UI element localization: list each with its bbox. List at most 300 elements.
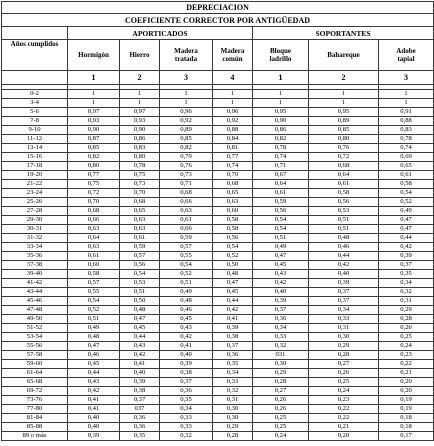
cell-bahareque: 0,64 — [309, 171, 379, 180]
cell-hormigon: 0,87 — [68, 135, 120, 144]
cell-madera-tratada: 0,66 — [160, 198, 213, 207]
cell-bloque-ladrillo: 0,86 — [253, 126, 309, 135]
table-row — [2, 108, 434, 117]
cell-age: 59-60 — [2, 360, 68, 369]
cell-madera-tratada: 0,73 — [160, 171, 213, 180]
cell-age: 55-56 — [2, 342, 68, 351]
cell-hierro: 0,45 — [120, 324, 160, 333]
cell-bloque-ladrillo: 0,67 — [253, 171, 309, 180]
cell-hierro: 0,63 — [120, 225, 160, 234]
table-row — [2, 414, 434, 423]
cell-hormigon: 0,66 — [68, 216, 120, 225]
cell-madera-tratada: 0,57 — [160, 243, 213, 252]
cell-adobe-tapial: 0,34 — [379, 279, 434, 288]
cell-madera-tratada: 1 — [160, 90, 213, 99]
cell-bloque-ladrillo: 0,59 — [253, 198, 309, 207]
col-header-madera-tratada — [160, 40, 213, 71]
cell-hormigon: 0,90 — [68, 126, 120, 135]
cell-hormigon: 0,70 — [68, 198, 120, 207]
cell-bloque-ladrillo: 0,82 — [253, 135, 309, 144]
cell-adobe-tapial: 0,31 — [379, 297, 434, 306]
cell-bloque-ladrillo: 0,33 — [253, 333, 309, 342]
cell-hierro: 0,63 — [120, 216, 160, 225]
cell-age: 45-46 — [2, 297, 68, 306]
cell-age: 57-58 — [2, 351, 68, 360]
cell-madera-tratada: 0,49 — [160, 288, 213, 297]
cell-hormigon: 0,80 — [68, 162, 120, 171]
cell-adobe-tapial: 0,18 — [379, 423, 434, 432]
col-header-hormigon: Hormigón — [68, 40, 120, 71]
cell-age: 9-10 — [2, 126, 68, 135]
cell-madera-tratada: 0,34 — [160, 405, 213, 414]
cell-madera-comun: 0,38 — [213, 333, 253, 342]
code-cell: 4 — [213, 71, 253, 85]
table-row — [2, 315, 434, 324]
cell-bloque-ladrillo: 0,90 — [253, 117, 309, 126]
cell-madera-tratada: 0,48 — [160, 297, 213, 306]
cell-hormigon: 0,47 — [68, 342, 120, 351]
cell-age: 41-42 — [2, 279, 68, 288]
cell-madera-comun: 0,92 — [213, 117, 253, 126]
col-header-bahareque: Bahareque — [309, 40, 379, 71]
cell-adobe-tapial: 0,21 — [379, 369, 434, 378]
table-row — [2, 279, 434, 288]
cell-adobe-tapial: 0,78 — [379, 135, 434, 144]
cell-hierro: 0,65 — [120, 207, 160, 216]
cell-hormigon: 0,63 — [68, 225, 120, 234]
cell-hierro: 1 — [120, 99, 160, 108]
cell-madera-tratada: 0,85 — [160, 135, 213, 144]
table-title: DEPRECIACION — [2, 2, 434, 14]
table-row — [2, 117, 434, 126]
cell-age: 5-6 — [2, 108, 68, 117]
cell-adobe-tapial: 0,47 — [379, 216, 434, 225]
cell-age: 73-76 — [2, 396, 68, 405]
cell-bloque-ladrillo: 0,42 — [253, 279, 309, 288]
cell-hierro: 1 — [120, 90, 160, 99]
cell-madera-comun: 0,33 — [213, 378, 253, 387]
table-row — [2, 369, 434, 378]
cell-madera-comun: 0,52 — [213, 252, 253, 261]
cell-hormigon: 0,51 — [68, 315, 120, 324]
cell-madera-tratada: 0,33 — [160, 423, 213, 432]
cell-hierro: 0,36 — [120, 414, 160, 423]
cell-adobe-tapial: 0,42 — [379, 243, 434, 252]
cell-madera-comun: 0,65 — [213, 189, 253, 198]
cell-age: 49-50 — [2, 315, 68, 324]
cell-hormigon: 0,48 — [68, 333, 120, 342]
cell-bloque-ladrillo: 1 — [253, 99, 309, 108]
cell-age: 30-31 — [2, 225, 68, 234]
cell-hormigon: 1 — [68, 99, 120, 108]
table-subtitle: COEFICIENTE CORRECTOR POR ANTIGÜEDAD — [2, 14, 434, 27]
cell-madera-comun: 0,32 — [213, 387, 253, 396]
cell-madera-comun: 0,29 — [213, 423, 253, 432]
cell-bloque-ladrillo: 0,64 — [253, 180, 309, 189]
cell-bahareque: 0,25 — [309, 378, 379, 387]
cell-bahareque: 0,48 — [309, 234, 379, 243]
cell-hormigon: 0,93 — [68, 117, 120, 126]
cell-madera-tratada: 0,59 — [160, 234, 213, 243]
cell-age: 65-68 — [2, 378, 68, 387]
table-row — [2, 180, 434, 189]
cell-hormigon: 0,75 — [68, 180, 120, 189]
cell-adobe-tapial: 0,18 — [379, 414, 434, 423]
table-row — [2, 342, 434, 351]
cell-adobe-tapial: 0,49 — [379, 207, 434, 216]
cell-madera-tratada: 0,89 — [160, 126, 213, 135]
cell-madera-tratada: 0,54 — [160, 261, 213, 270]
cell-hierro: 0,37 — [120, 396, 160, 405]
cell-adobe-tapial: 0,35 — [379, 270, 434, 279]
cell-bloque-ladrillo: 0,71 — [253, 162, 309, 171]
cell-hormigon: 0,97 — [68, 108, 120, 117]
cell-hormigon: 0,54 — [68, 297, 120, 306]
cell-madera-comun: 0,28 — [213, 432, 253, 441]
cell-madera-tratada: 0,55 — [160, 252, 213, 261]
cell-madera-comun: 0,45 — [213, 288, 253, 297]
cell-madera-comun: 0,68 — [213, 180, 253, 189]
table-row — [2, 333, 434, 342]
cell-madera-tratada: 0,41 — [160, 342, 213, 351]
cell-hierro: 0,97 — [120, 108, 160, 117]
cell-madera-comun: 0,47 — [213, 279, 253, 288]
cell-bloque-ladrillo: 0,61 — [253, 189, 309, 198]
cell-bahareque: 1 — [309, 99, 379, 108]
cell-bahareque: 0,22 — [309, 414, 379, 423]
cell-bahareque: 0,29 — [309, 342, 379, 351]
table-row — [2, 432, 434, 441]
cell-bahareque: 0,23 — [309, 396, 379, 405]
cell-hierro: 0,68 — [120, 198, 160, 207]
table-row — [2, 144, 434, 153]
col-header-age: Años cumplidos — [2, 40, 68, 71]
cell-age: 89 o más — [2, 432, 68, 441]
cell-madera-tratada: 0,38 — [160, 369, 213, 378]
col-header-adobe-tapial-line2: tapial — [397, 55, 415, 63]
cell-hierro: 0,44 — [120, 333, 160, 342]
col-header-adobe-tapial-line1: Adobe — [396, 47, 416, 55]
depreciation-table — [1, 1, 434, 441]
cell-age: 31-32 — [2, 234, 68, 243]
cell-madera-comun: 0,30 — [213, 405, 253, 414]
cell-madera-tratada: 0,32 — [160, 432, 213, 441]
col-header-bloque-ladrillo-line1: Bloque — [269, 47, 291, 55]
col-header-hierro: Hierro — [120, 40, 160, 71]
table-row — [2, 153, 434, 162]
cell-madera-comun: 0,70 — [213, 171, 253, 180]
cell-madera-tratada: 0,46 — [160, 306, 213, 315]
cell-hierro: 0,61 — [120, 234, 160, 243]
cell-hierro: 0,59 — [120, 243, 160, 252]
cell-bloque-ladrillo: 0,29 — [253, 369, 309, 378]
cell-age: 11-12 — [2, 135, 68, 144]
cell-bloque-ladrillo: 0,30 — [253, 360, 309, 369]
cell-hierro: 0,75 — [120, 171, 160, 180]
cell-bloque-ladrillo: 0,95 — [253, 108, 309, 117]
cell-hierro: 0,83 — [120, 144, 160, 153]
cell-age: 43-44 — [2, 288, 68, 297]
cell-bahareque: 0,22 — [309, 405, 379, 414]
cell-bahareque: 0,26 — [309, 369, 379, 378]
code-spacer — [2, 71, 68, 85]
cell-bloque-ladrillo: 0,43 — [253, 270, 309, 279]
cell-hierro: 0,57 — [120, 252, 160, 261]
col-header-madera-comun-line2: común — [222, 55, 243, 63]
cell-hierro: 0,48 — [120, 306, 160, 315]
cell-madera-comun: 0,63 — [213, 198, 253, 207]
cell-hierro: 0,38 — [120, 387, 160, 396]
cell-madera-comun: 0,81 — [213, 144, 253, 153]
cell-bloque-ladrillo: 0,54 — [253, 225, 309, 234]
cell-bahareque: 0,27 — [309, 360, 379, 369]
cell-madera-tratada: 0,96 — [160, 108, 213, 117]
cell-adobe-tapial: 0,20 — [379, 387, 434, 396]
cell-adobe-tapial: 0,32 — [379, 288, 434, 297]
cell-hormigon: 0,68 — [68, 207, 120, 216]
cell-adobe-tapial: 0,88 — [379, 117, 434, 126]
cell-bloque-ladrillo: 0,34 — [253, 324, 309, 333]
cell-adobe-tapial: 0,58 — [379, 180, 434, 189]
table-row — [2, 270, 434, 279]
table-row — [2, 126, 434, 135]
table-row — [2, 252, 434, 261]
cell-bloque-ladrillo: 0,25 — [253, 414, 309, 423]
cell-bahareque: 0,42 — [309, 261, 379, 270]
cell-adobe-tapial: 0,83 — [379, 126, 434, 135]
cell-age: 39-40 — [2, 270, 68, 279]
cell-hierro: 0,70 — [120, 189, 160, 198]
cell-adobe-tapial: 0,19 — [379, 396, 434, 405]
cell-age: 47-48 — [2, 306, 68, 315]
cell-bahareque: 0,20 — [309, 432, 379, 441]
cell-hierro: 0,42 — [120, 351, 160, 360]
cell-madera-comun: 0,60 — [213, 207, 253, 216]
cell-age: 17-18 — [2, 162, 68, 171]
code-cell: 2 — [120, 71, 160, 85]
table-row — [2, 288, 434, 297]
cell-hierro: 0,40 — [120, 369, 160, 378]
cell-hormigon: 0,61 — [68, 252, 120, 261]
cell-age: 13-14 — [2, 144, 68, 153]
cell-adobe-tapial: 0,61 — [379, 171, 434, 180]
cell-hierro: 0,73 — [120, 180, 160, 189]
cell-madera-tratada: 0,51 — [160, 279, 213, 288]
cell-age: 25-26 — [2, 198, 68, 207]
table-row — [2, 162, 434, 171]
table-row — [2, 378, 434, 387]
cell-bahareque: 0,46 — [309, 243, 379, 252]
cell-hierro: 0,93 — [120, 117, 160, 126]
table-row — [2, 171, 434, 180]
cell-adobe-tapial: 0,17 — [379, 432, 434, 441]
group-soportantes: SOPORTANTES — [253, 27, 434, 40]
cell-hierro: 0,54 — [120, 270, 160, 279]
cell-madera-tratada: 0,43 — [160, 324, 213, 333]
cell-adobe-tapial: 0,69 — [379, 153, 434, 162]
cell-adobe-tapial: 0,47 — [379, 225, 434, 234]
cell-madera-comun: 0,58 — [213, 225, 253, 234]
code-cell: 3 — [160, 71, 213, 85]
cell-madera-comun: 0,44 — [213, 297, 253, 306]
cell-hierro: 0,36 — [120, 423, 160, 432]
cell-madera-comun: 0,35 — [213, 360, 253, 369]
cell-hierro: 037 — [120, 405, 160, 414]
code-cell: 2 — [309, 71, 379, 85]
cell-adobe-tapial: 1 — [379, 99, 434, 108]
cell-bloque-ladrillo: 0,28 — [253, 378, 309, 387]
cell-bloque-ladrillo: 031 — [253, 351, 309, 360]
col-header-madera-tratada-line1: Madera — [174, 47, 198, 55]
cell-adobe-tapial: 0,26 — [379, 324, 434, 333]
cell-age: 33-34 — [2, 243, 68, 252]
cell-madera-tratada: 0,36 — [160, 387, 213, 396]
cell-madera-comun: 0,39 — [213, 324, 253, 333]
cell-hormigon: 0,57 — [68, 279, 120, 288]
cell-age: 77-80 — [2, 405, 68, 414]
cell-hormigon: 1 — [68, 90, 120, 99]
cell-bahareque: 0,51 — [309, 216, 379, 225]
cell-hormigon: 0,63 — [68, 243, 120, 252]
cell-madera-tratada: 0,39 — [160, 360, 213, 369]
cell-bloque-ladrillo: 0,74 — [253, 153, 309, 162]
cell-madera-comun: 1 — [213, 99, 253, 108]
cell-bloque-ladrillo: 0,49 — [253, 243, 309, 252]
cell-bahareque: 0,80 — [309, 135, 379, 144]
cell-bahareque: 0,28 — [309, 351, 379, 360]
table-row — [2, 225, 434, 234]
cell-madera-comun: 0,88 — [213, 126, 253, 135]
cell-age: 0-2 — [2, 90, 68, 99]
cell-age: 81-84 — [2, 414, 68, 423]
cell-bloque-ladrillo: 0,40 — [253, 288, 309, 297]
cell-madera-comun: 0,34 — [213, 369, 253, 378]
cell-adobe-tapial: 0,39 — [379, 252, 434, 261]
cell-bloque-ladrillo: 0,37 — [253, 306, 309, 315]
cell-madera-tratada: 0,35 — [160, 396, 213, 405]
cell-bahareque: 0,53 — [309, 207, 379, 216]
table-row — [2, 306, 434, 315]
cell-bahareque: 0,37 — [309, 288, 379, 297]
cell-bloque-ladrillo: 0,24 — [253, 432, 309, 441]
cell-madera-comun: 1 — [213, 90, 253, 99]
cell-hierro: 0,51 — [120, 288, 160, 297]
col-header-bloque-ladrillo-line2: ladrillo — [269, 55, 292, 63]
cell-madera-tratada: 0,42 — [160, 333, 213, 342]
cell-bloque-ladrillo: 0,27 — [253, 387, 309, 396]
cell-hierro: 0,43 — [120, 342, 160, 351]
cell-madera-comun: 0,74 — [213, 162, 253, 171]
cell-bahareque: 0,95 — [309, 108, 379, 117]
cell-hormigon: 0,64 — [68, 234, 120, 243]
table-row — [2, 243, 434, 252]
col-header-madera-tratada-line2: tratada — [174, 55, 198, 63]
cell-bloque-ladrillo: 0,47 — [253, 252, 309, 261]
cell-madera-tratada: 0,63 — [160, 207, 213, 216]
cell-madera-tratada: 0,45 — [160, 315, 213, 324]
cell-age: 85-88 — [2, 423, 68, 432]
cell-madera-comun: 0,54 — [213, 243, 253, 252]
cell-bloque-ladrillo: 0,26 — [253, 405, 309, 414]
cell-madera-comun: 0,48 — [213, 270, 253, 279]
cell-hierro: 0,78 — [120, 162, 160, 171]
cell-madera-tratada: 0,33 — [160, 414, 213, 423]
table-row — [2, 99, 434, 108]
cell-bahareque: 0,51 — [309, 225, 379, 234]
cell-madera-comun: 0,58 — [213, 216, 253, 225]
cell-madera-comun: 0,77 — [213, 153, 253, 162]
cell-hierro: 0,53 — [120, 279, 160, 288]
cell-bloque-ladrillo: 0,32 — [253, 342, 309, 351]
cell-madera-comun: 0,41 — [213, 315, 253, 324]
cell-adobe-tapial: 0,22 — [379, 360, 434, 369]
cell-bloque-ladrillo: 0,36 — [253, 315, 309, 324]
cell-madera-tratada: 0,92 — [160, 117, 213, 126]
table-row — [2, 135, 434, 144]
col-header-bloque-ladrillo — [253, 40, 309, 71]
cell-adobe-tapial: 0,24 — [379, 342, 434, 351]
cell-madera-tratada: 0,52 — [160, 270, 213, 279]
cell-hormigon: 0,39 — [68, 432, 120, 441]
cell-adobe-tapial: 0,52 — [379, 198, 434, 207]
cell-adobe-tapial: 0,19 — [379, 405, 434, 414]
cell-bahareque: 0,31 — [309, 324, 379, 333]
cell-madera-tratada: 0,61 — [160, 216, 213, 225]
group-aporticados: APORTICADOS — [68, 27, 253, 40]
cell-hormigon: 0,77 — [68, 171, 120, 180]
cell-bahareque: 0,39 — [309, 279, 379, 288]
cell-hierro: 0,35 — [120, 432, 160, 441]
table-row — [2, 396, 434, 405]
cell-age: 15-16 — [2, 153, 68, 162]
cell-madera-tratada: 0,71 — [160, 180, 213, 189]
cell-bloque-ladrillo: 0,56 — [253, 207, 309, 216]
table-row — [2, 189, 434, 198]
cell-bloque-ladrillo: 1 — [253, 90, 309, 99]
cell-hormigon: 0,40 — [68, 414, 120, 423]
cell-age: 3-4 — [2, 99, 68, 108]
cell-age: 19-20 — [2, 171, 68, 180]
cell-hierro: 0,47 — [120, 315, 160, 324]
cell-hormigon: 0,43 — [68, 378, 120, 387]
table-row — [2, 423, 434, 432]
cell-madera-comun: 0,42 — [213, 306, 253, 315]
cell-age: 69-72 — [2, 387, 68, 396]
cell-hormigon: 0,82 — [68, 153, 120, 162]
cell-hormigon: 0,46 — [68, 351, 120, 360]
col-header-madera-comun — [213, 40, 253, 71]
cell-age: 37-38 — [2, 261, 68, 270]
cell-hormigon: 0,49 — [68, 324, 120, 333]
col-header-adobe-tapial — [379, 40, 434, 71]
cell-bahareque: 0,37 — [309, 297, 379, 306]
cell-bahareque: 0,76 — [309, 144, 379, 153]
table-row — [2, 324, 434, 333]
cell-madera-tratada: 1 — [160, 99, 213, 108]
cell-bahareque: 0,40 — [309, 270, 379, 279]
cell-hormigon: 0,58 — [68, 270, 120, 279]
table-row — [2, 261, 434, 270]
cell-age: 61-64 — [2, 369, 68, 378]
cell-bahareque: 0,89 — [309, 117, 379, 126]
cell-adobe-tapial: 0,28 — [379, 315, 434, 324]
cell-madera-tratada: 0,37 — [160, 378, 213, 387]
cell-hierro: 0,39 — [120, 378, 160, 387]
cell-hormigon: 0,85 — [68, 144, 120, 153]
table-body — [2, 90, 434, 441]
cell-bloque-ladrillo: 0,26 — [253, 396, 309, 405]
cell-bloque-ladrillo: 0,25 — [253, 423, 309, 432]
